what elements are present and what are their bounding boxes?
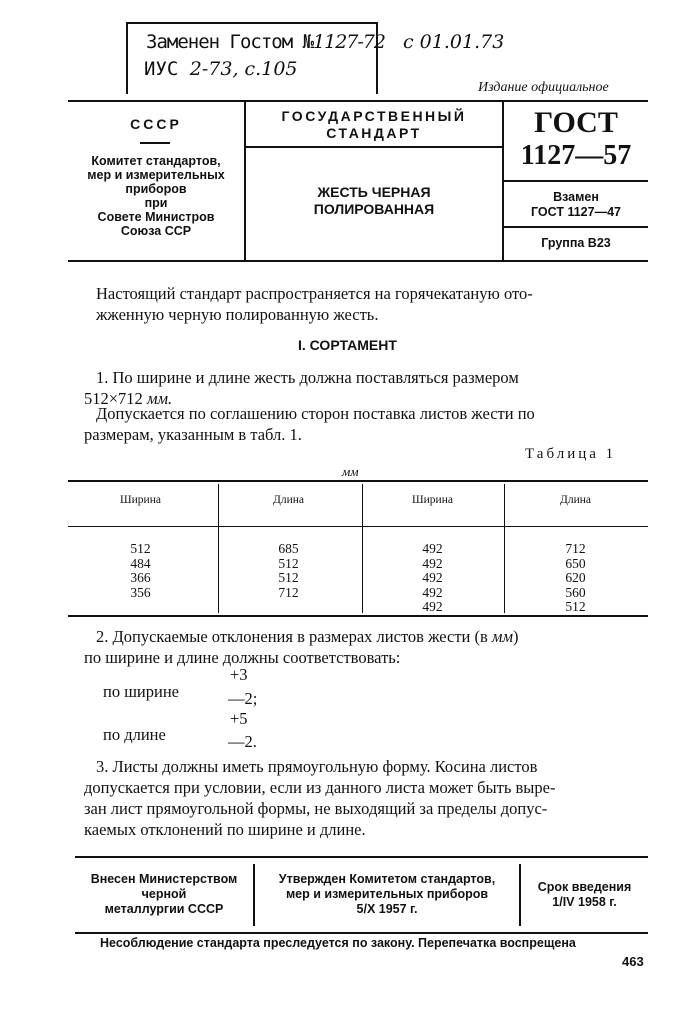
header-table xyxy=(68,100,648,262)
table-cell: 512 xyxy=(565,599,586,614)
paragraph-1b: Допускается по соглашению сторон поставка листов жести по размерам, указанным в табл. 1. xyxy=(84,404,535,444)
table-cell: 685 xyxy=(278,541,299,556)
table-cell: 492 xyxy=(422,555,443,571)
table-cell: 492 xyxy=(422,584,443,600)
width-tolerance-label: по ширине xyxy=(103,682,179,701)
table-cell: 512 xyxy=(278,555,299,571)
sizes-table xyxy=(68,480,648,617)
column-header: Длина xyxy=(560,494,591,506)
legal-notice: Несоблюдение стандарта преследуется по закону. Перепечатка воспрещена xyxy=(100,936,576,950)
paragraph-2: 2. Допускаемые отклонения в размерах листов жести (в мм) по ширине и длине должны соответствовать: xyxy=(84,627,519,667)
table-cell: 492 xyxy=(422,599,443,614)
introduced-by: Внесен Министерством черной металлургии СССР xyxy=(90,872,238,916)
replaces-note: Взамен ГОСТ 1127—47 xyxy=(531,190,621,219)
column-header: Ширина xyxy=(412,494,453,506)
header-divider xyxy=(504,180,648,182)
stamp-handwritten-number: 1127-72 xyxy=(313,31,385,53)
country-dash xyxy=(140,142,170,144)
table-rule xyxy=(68,526,648,527)
table-caption: Таблица 1 xyxy=(525,446,617,462)
length-tolerance-label: по длине xyxy=(103,725,166,744)
table-cell: 650 xyxy=(565,555,586,571)
table-cell: 712 xyxy=(278,584,299,600)
table-unit: мм xyxy=(342,464,359,479)
stamp-printed-text: Заменен Гостом № xyxy=(146,31,314,53)
table-cell: 492 xyxy=(422,570,443,585)
length-tolerance-plus: +5 xyxy=(230,709,248,728)
approved-by: Утвержден Комитетом стандартов, мер и измерительных приборов 5/X 1957 г. xyxy=(278,872,496,916)
width-tolerance-minus: —2; xyxy=(228,689,258,708)
page-number: 463 xyxy=(622,954,644,969)
paragraph-1: 1. По ширине и длине жесть должна поставляться размером 512×712 мм. xyxy=(84,368,519,408)
length-tolerance-minus: —2. xyxy=(228,732,257,751)
table-cell: 620 xyxy=(565,570,586,585)
committee-name: Комитет стандартов, мер и измерительных приборов при Совете Министров Союза ССР xyxy=(87,154,225,238)
table-cell: 560 xyxy=(565,584,586,600)
stamp-handwritten-ius: 2-73, с.105 xyxy=(189,58,298,80)
section-heading: I. СОРТАМЕНТ xyxy=(298,337,397,353)
header-divider xyxy=(504,226,648,228)
gost-label: ГОСТ xyxy=(534,106,618,139)
country-label: СССР xyxy=(130,116,182,132)
effective-date: Срок введения 1/IV 1958 г. xyxy=(537,880,632,909)
stamp-line-2 xyxy=(144,58,298,80)
standard-title: ЖЕСТЬ ЧЕРНАЯ ПОЛИРОВАННАЯ xyxy=(313,184,435,217)
table-cell: 512 xyxy=(278,570,299,585)
intro-paragraph: Настоящий стандарт распространяется на горячекатаную ото- жженную черную полированную жесть. xyxy=(96,284,533,324)
table-cell: 356 xyxy=(130,584,151,600)
header-divider xyxy=(246,146,502,148)
table-rule xyxy=(68,615,648,617)
table-cell: 492 xyxy=(422,541,443,556)
table-rule xyxy=(68,480,648,482)
group-code: Группа В23 xyxy=(541,236,611,250)
edition-note: Издание официальное xyxy=(478,80,609,95)
stamp-handwritten-date: с 01.01.73 xyxy=(403,31,505,53)
footer-table xyxy=(75,856,648,934)
paragraph-3: 3. Листы должны иметь прямоугольную форму. Косина листов допускается при условии, если из данного листа может быть выре- зан лист прямоугольной формы, не выходящий за пределы допус- каемых отклонений по ширине и длине. xyxy=(84,757,556,839)
column-header: Длина xyxy=(273,494,304,506)
table-cell: 366 xyxy=(130,570,151,585)
column-header: Ширина xyxy=(120,494,161,506)
table-cell: 484 xyxy=(130,555,151,571)
stamp-line-1 xyxy=(146,31,385,53)
table-cell: 512 xyxy=(130,541,151,556)
gost-number: 1127—57 xyxy=(520,140,632,171)
state-standard-label: ГОСУДАРСТВЕННЫЙ СТАНДАРТ xyxy=(281,108,467,141)
stamp-ius-label: ИУС xyxy=(144,58,179,80)
table-cell: 712 xyxy=(565,541,586,556)
width-tolerance-plus: +3 xyxy=(230,665,248,684)
